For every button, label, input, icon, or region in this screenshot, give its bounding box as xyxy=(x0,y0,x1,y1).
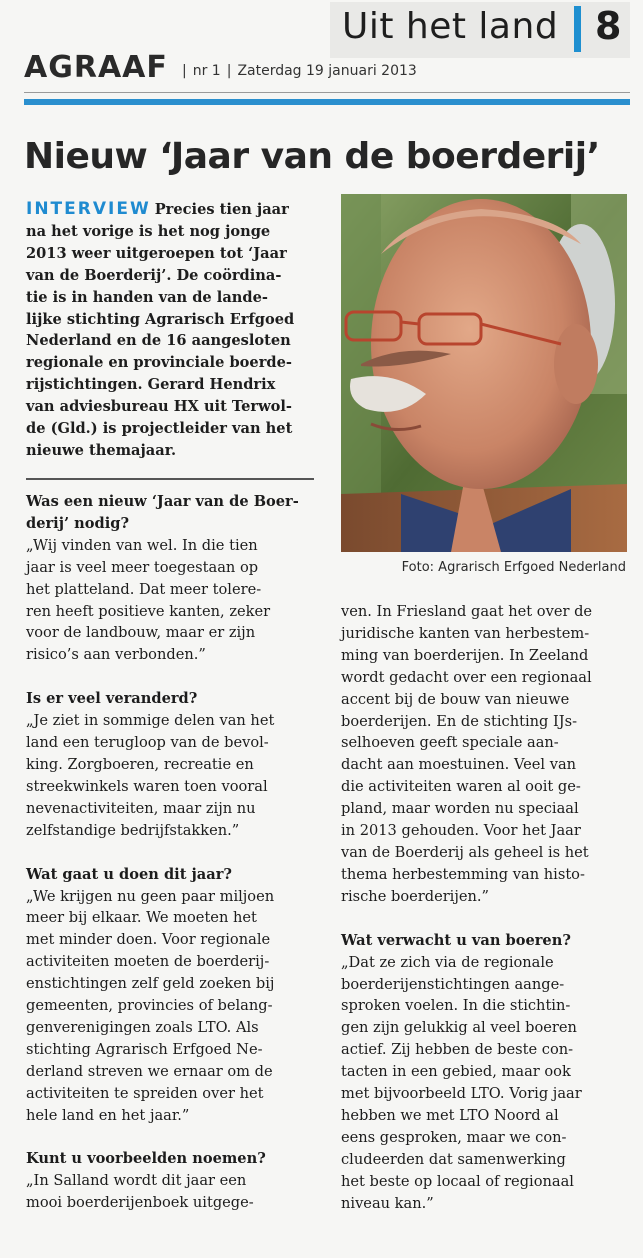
paragraph-gap xyxy=(26,666,314,688)
text-line: accent bij de bouw van nieuwe xyxy=(341,690,570,708)
section-title: Uit het land xyxy=(342,6,559,47)
interview-question xyxy=(26,491,314,535)
issue-number: nr 1 xyxy=(192,63,221,79)
article-column-right xyxy=(341,601,626,1214)
text-line: Wat verwacht u van boeren? xyxy=(341,931,571,949)
text-line: mooi boerderijenboek uitgege- xyxy=(26,1194,254,1212)
intro-line: lijke stichting Agrarisch Erfgoed xyxy=(26,310,295,328)
separator: | xyxy=(182,63,187,79)
masthead-meta xyxy=(176,63,417,79)
text-line: „Je ziet in sommige delen van het xyxy=(26,712,275,730)
text-line: Wat gaat u doen dit jaar? xyxy=(26,865,232,883)
header-blue-rule xyxy=(24,99,630,105)
text-line: voor de landbouw, maar er zijn xyxy=(26,624,256,642)
text-line: gemeenten, provincies of belang- xyxy=(26,997,273,1015)
text-line: ming van boerderijen. In Zeeland xyxy=(341,646,589,664)
intro-line: na het vorige is het nog jonge xyxy=(26,222,271,240)
interview-question xyxy=(26,864,314,886)
text-line: derland streven we ernaar om de xyxy=(26,1062,273,1080)
text-line: het beste op locaal of regionaal xyxy=(341,1172,574,1190)
interview-answer xyxy=(26,710,314,841)
header-rule xyxy=(24,92,630,93)
text-line: wordt gedacht over een regionaal xyxy=(341,668,592,686)
interview-answer xyxy=(26,886,314,1127)
intro-divider xyxy=(26,478,314,480)
text-line: eens gesproken, maar we con- xyxy=(341,1128,567,1146)
text-line: juridische kanten van herbestem- xyxy=(341,624,590,642)
intro-line: Nederland en de 16 aangesloten xyxy=(26,332,291,350)
text-line: „In Salland wordt dit jaar een xyxy=(26,1172,247,1190)
text-line: land een terugloop van de bevol- xyxy=(26,734,269,752)
text-line: ren heeft positieve kanten, zeker xyxy=(26,602,271,620)
article-column-left xyxy=(26,491,314,1214)
text-line: met minder doen. Voor regionale xyxy=(26,931,271,949)
text-line: enstichtingen zelf geld zoeken bij xyxy=(26,975,275,993)
text-line: activiteiten te spreiden over het xyxy=(26,1084,264,1102)
text-line: nevenactiviteiten, maar zijn nu xyxy=(26,799,256,817)
interview-answer xyxy=(341,601,626,908)
intro-line: nieuwe themajaar. xyxy=(26,441,177,459)
paragraph-gap xyxy=(341,908,626,930)
issue-date: Zaterdag 19 januari 2013 xyxy=(237,63,417,79)
text-line: jaar is veel meer toegestaan op xyxy=(26,558,259,576)
portrait-photo xyxy=(341,194,627,552)
text-line: risico’s aan verbonden.” xyxy=(26,646,206,664)
text-line: stichting Agrarisch Erfgoed Ne- xyxy=(26,1040,263,1058)
text-line: zelfstandige bedrijfstakken.” xyxy=(26,821,240,839)
text-line: dacht aan moestuinen. Veel van xyxy=(341,756,577,774)
intro-line: Precies tien jaar xyxy=(154,201,289,218)
interview-answer xyxy=(26,1170,314,1214)
intro-line: rijstichtingen. Gerard Hendrix xyxy=(26,376,276,394)
text-line: niveau kan.” xyxy=(341,1194,434,1212)
interview-question xyxy=(26,1148,314,1170)
text-line: hele land en het jaar.” xyxy=(26,1106,190,1124)
intro-text xyxy=(26,201,294,459)
interview-answer xyxy=(341,952,626,1215)
text-line: king. Zorgboeren, recreatie en xyxy=(26,755,254,773)
text-line: Is er veel veranderd? xyxy=(26,690,198,708)
intro-line: 2013 weer uitgeroepen tot ‘Jaar xyxy=(26,244,287,262)
text-line: Was een nieuw ‘Jaar van de Boer- xyxy=(26,493,299,510)
text-line: met bijvoorbeeld LTO. Vorig jaar xyxy=(341,1085,582,1103)
text-line: thema herbestemming van histo- xyxy=(341,865,585,883)
text-line: activiteiten moeten de boerderij- xyxy=(26,953,270,971)
masthead-logo: AGRAAF xyxy=(24,50,168,85)
text-line: in 2013 gehouden. Voor het Jaar xyxy=(341,822,581,840)
text-line: ven. In Friesland gaat het over de xyxy=(341,603,593,620)
text-line: meer bij elkaar. We moeten het xyxy=(26,909,257,927)
separator: | xyxy=(226,63,232,79)
intro-line: de (Gld.) is projectleider van het xyxy=(26,420,293,438)
intro-line: van de Boerderij’. De coördina- xyxy=(26,266,282,284)
paragraph-gap xyxy=(26,1126,314,1148)
article-intro xyxy=(26,199,316,462)
text-line: boerderijenstichtingen aange- xyxy=(341,975,565,993)
article-headline: Nieuw ‘Jaar van de boerderij’ xyxy=(24,136,600,177)
text-line: sproken voelen. In die stichtin- xyxy=(341,997,571,1015)
text-line: van de Boerderij als geheel is het xyxy=(341,843,589,861)
interview-answer xyxy=(26,535,314,666)
portrait-illustration xyxy=(341,194,627,552)
section-divider-bar xyxy=(574,6,581,52)
text-line: „Wij vinden van wel. In die tien xyxy=(26,536,258,554)
text-line: actief. Zij hebben de beste con- xyxy=(341,1041,574,1059)
interview-question xyxy=(341,930,626,952)
interview-question xyxy=(26,688,314,710)
intro-line: van adviesbureau HX uit Terwol- xyxy=(26,398,292,416)
text-line: pland, maar worden nu speciaal xyxy=(341,800,579,818)
text-line: streekwinkels waren toen vooral xyxy=(26,777,268,795)
text-line: „We krijgen nu geen paar miljoen xyxy=(26,887,275,905)
text-line: selhoeven geeft speciale aan- xyxy=(341,734,559,752)
intro-line: regionale en provinciale boerde- xyxy=(26,354,292,372)
intro-line: tie is in handen van de lande- xyxy=(26,288,268,306)
text-line: cludeerden dat samenwerking xyxy=(341,1150,566,1168)
text-line: gen zijn gelukkig al veel boeren xyxy=(341,1019,577,1037)
text-line: Kunt u voorbeelden noemen? xyxy=(26,1150,266,1168)
text-line: hebben we met LTO Noord al xyxy=(341,1106,559,1124)
photo-caption: Foto: Agrarisch Erfgoed Nederland xyxy=(401,560,626,575)
page-number: 8 xyxy=(595,4,622,48)
text-line: „Dat ze zich via de regionale xyxy=(341,953,554,971)
text-line: tacten in een gebied, maar ook xyxy=(341,1063,571,1081)
text-line: die activiteiten waren al ooit ge- xyxy=(341,778,581,796)
paragraph-gap xyxy=(26,842,314,864)
text-line: derij’ nodig? xyxy=(26,514,130,532)
text-line: rische boerderijen.” xyxy=(341,887,490,905)
text-line: genverenigingen zoals LTO. Als xyxy=(26,1018,259,1036)
intro-tag: INTERVIEW xyxy=(26,199,151,219)
text-line: het platteland. Dat meer tolere- xyxy=(26,580,262,598)
text-line: boerderijen. En de stichting IJs- xyxy=(341,712,578,730)
